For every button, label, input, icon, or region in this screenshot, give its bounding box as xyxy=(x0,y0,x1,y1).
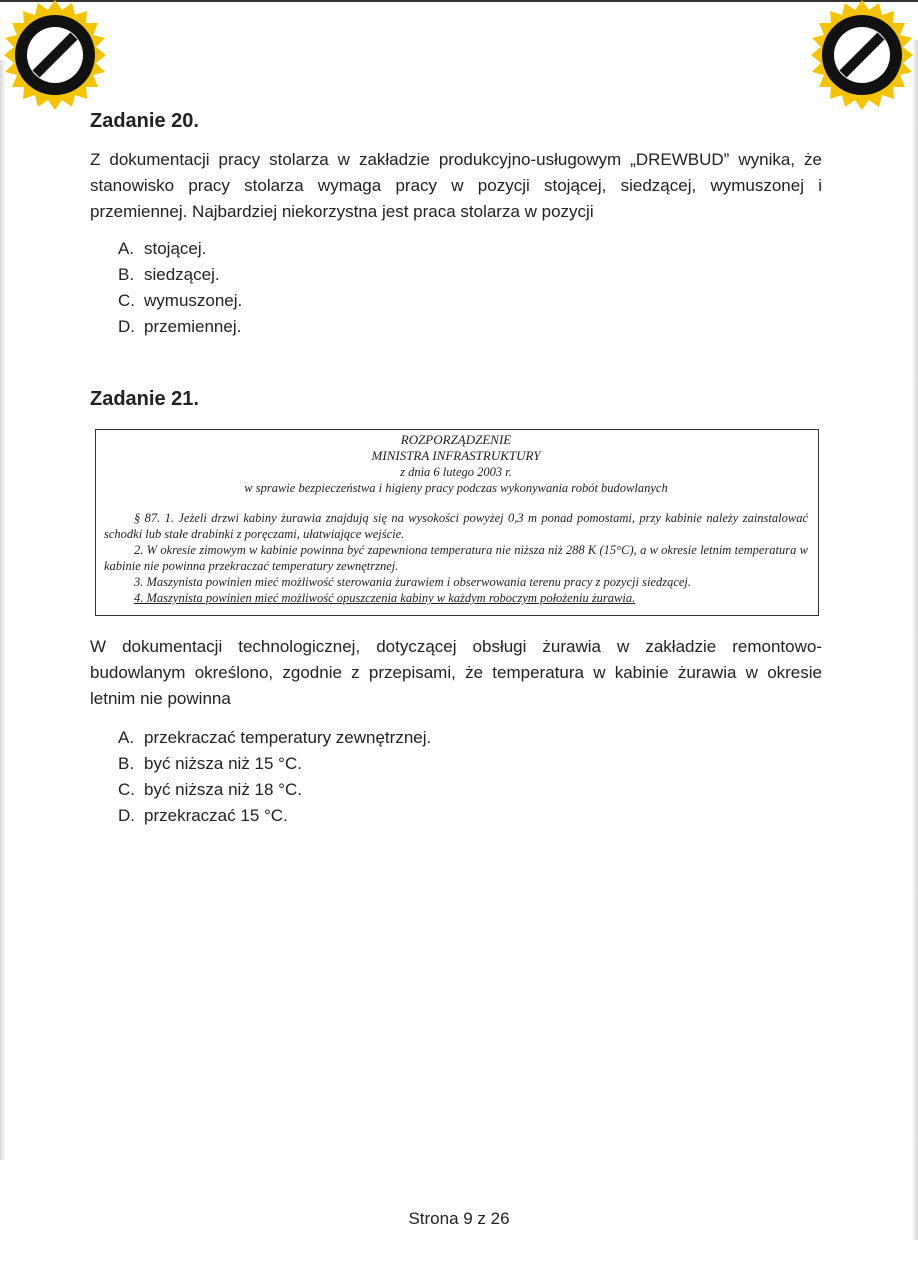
prohibited-icon xyxy=(807,0,917,110)
option-text: przemiennej. xyxy=(144,317,242,336)
task-21-question: W dokumentacji technologicznej, dotyczącej obsługi żurawia w zakładzie remontowo-budowlanym określono, zgodnie z przepisami, że temperatura w kabinie żurawia w okresie letnim nie powinna xyxy=(90,637,822,708)
option-text: stojącej. xyxy=(144,239,207,258)
regulation-subject: w sprawie bezpieczeństwa i higieny pracy podczas wykonywania robót budowlanych xyxy=(244,481,668,495)
option-letter: D. xyxy=(118,806,135,825)
option-text: przekraczać temperatury zewnętrznej. xyxy=(144,728,432,747)
regulation-clause: § 87. 1. Jeżeli drzwi kabiny żurawia znajdują się na wysokości powyżej 0,3 m ponad pomostami, przy kabinie należy zainstalować schodki lub stałe drabinki z poręczami, ułatwiające wejście. xyxy=(104,511,808,541)
regulation-clause: 2. W okresie zimowym w kabinie powinna być zapewniona temperatura nie niższa niż 288 K (15°C), a w okresie letnim temperatura w kabinie nie powinna przekraczać temperatury zewnętrznej. xyxy=(104,543,808,573)
answer-option xyxy=(118,777,431,803)
answer-option xyxy=(118,725,431,751)
option-letter: B. xyxy=(118,754,135,773)
answer-option xyxy=(118,803,431,829)
regulation-date: z dnia 6 lutego 2003 r. xyxy=(400,465,512,479)
option-letter: C. xyxy=(118,780,135,799)
option-letter: D. xyxy=(118,317,135,336)
option-text: być niższa niż 18 °C. xyxy=(144,780,302,799)
answer-option xyxy=(118,288,242,314)
option-text: siedzącej. xyxy=(144,265,220,284)
scan-left-edge xyxy=(0,60,6,1160)
answer-option xyxy=(118,751,431,777)
regulation-excerpt-box xyxy=(95,429,819,616)
option-letter: A. xyxy=(118,239,135,258)
answer-option xyxy=(118,236,242,262)
option-text: przekraczać 15 °C. xyxy=(144,806,288,825)
scan-right-edge xyxy=(912,40,918,1240)
option-letter: B. xyxy=(118,265,135,284)
task-20-options xyxy=(118,236,242,340)
prohibited-icon xyxy=(0,0,110,110)
task-21-options xyxy=(118,725,431,829)
regulation-clause: 4. Maszynista powinien mieć możliwość opuszczenia kabiny w każdym roboczym położeniu żurawia. xyxy=(134,591,636,605)
regulation-clauses xyxy=(104,510,808,606)
option-letter: A. xyxy=(118,728,135,747)
option-text: być niższa niż 15 °C. xyxy=(144,754,302,773)
task-21-title: Zadanie 21. xyxy=(90,388,199,410)
regulation-authority: MINISTRA INFRASTRUKTURY xyxy=(371,448,541,463)
option-text: wymuszonej. xyxy=(144,291,243,310)
answer-option xyxy=(118,314,242,340)
task-20-question: Z dokumentacji pracy stolarza w zakładzie produkcyjno-usługowym „DREWBUD” wynika, że stanowisko pracy stolarza wymaga pracy w pozycji stojącej, siedzącej, wymuszonej i przemiennej. Najbardziej niekorzystna jest praca stolarza w pozycji xyxy=(90,150,822,221)
regulation-title: ROZPORZĄDZENIE xyxy=(400,432,512,447)
page-number: Strona 9 z 26 xyxy=(408,1209,510,1228)
task-20-title: Zadanie 20. xyxy=(90,110,199,132)
option-letter: C. xyxy=(118,291,135,310)
regulation-clause: 3. Maszynista powinien mieć możliwość sterowania żurawiem i obserwowania terenu pracy z pozycji siedzącej. xyxy=(134,575,692,589)
top-border-line xyxy=(0,0,918,2)
answer-option xyxy=(118,262,242,288)
